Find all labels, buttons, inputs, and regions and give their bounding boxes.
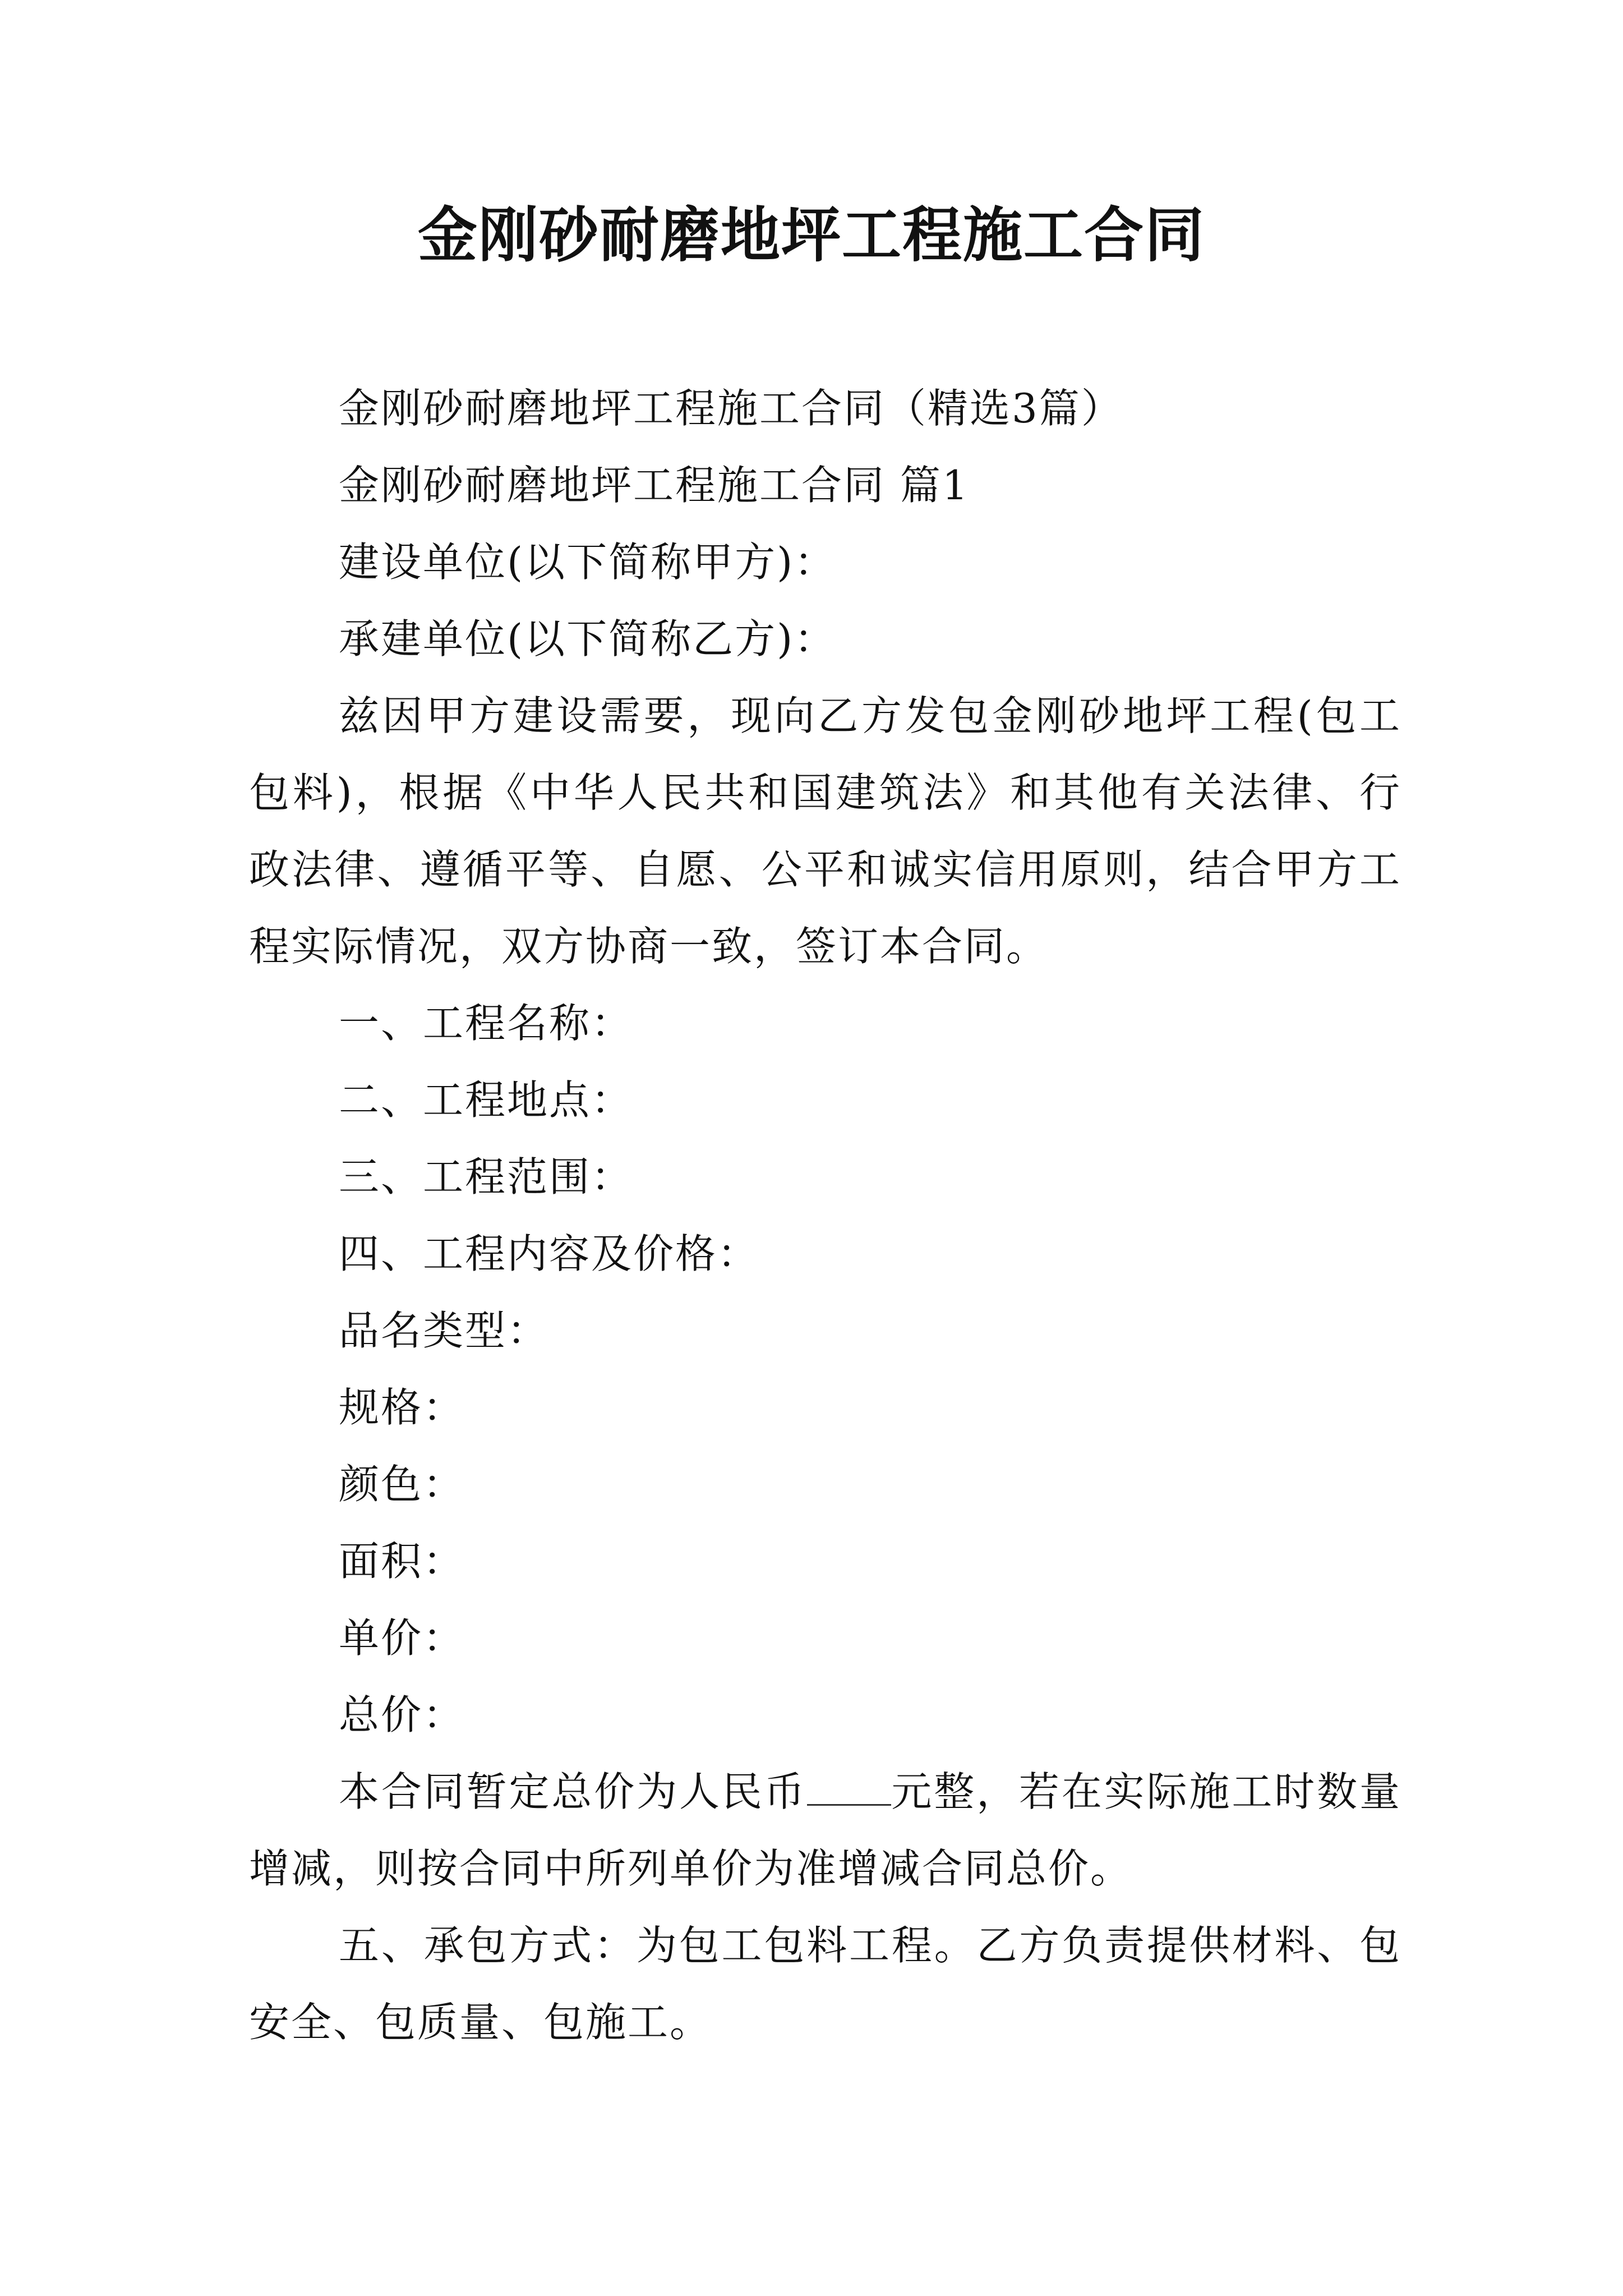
paragraph-contract-mode: 五、承包方式：为包工包料工程。乙方负责提供材料、包安全、包质量、包施工。 xyxy=(249,1922,1401,2046)
paragraph-preamble: 兹因甲方建设需要，现向乙方发包金刚砂地坪工程(包工包料)，根据《中华人民共和国建筑法》和其他有关法律、行政法律、遵循平等、自愿、公平和诚实信用原则，结合甲方工程实际情况，双方协商一致，签订本合同。 xyxy=(249,692,1401,970)
paragraph-color: 颜色： xyxy=(339,1461,465,1508)
paragraph-party-a: 建设单位(以下简称甲方)： xyxy=(339,539,837,586)
document-body xyxy=(249,370,1401,2061)
paragraph-total-price: 总价： xyxy=(339,1691,465,1738)
paragraph-project-content: 四、工程内容及价格： xyxy=(339,1230,760,1277)
paragraph-product-type: 品名类型： xyxy=(339,1307,550,1354)
price-text-after: 元整，若在实际施工时数量增减，则按合同中所列单价为准增减合同总价。 xyxy=(249,1768,1401,1892)
paragraph-unit-price: 单价： xyxy=(339,1614,465,1662)
document-title: 金刚砂耐磨地坪工程施工合同 xyxy=(418,201,1205,270)
paragraph-contract-price xyxy=(249,1754,1401,1907)
paragraph-area: 面积： xyxy=(339,1538,465,1585)
paragraph-project-location: 二、工程地点： xyxy=(339,1076,634,1124)
price-text-before: 本合同暂定总价为人民币 xyxy=(339,1768,807,1815)
paragraph-specification: 规格： xyxy=(339,1384,465,1431)
paragraph-project-name: 一、工程名称： xyxy=(339,1000,634,1047)
paragraph-part-heading: 金刚砂耐磨地坪工程施工合同 篇1 xyxy=(339,462,970,509)
paragraph-subtitle: 金刚砂耐磨地坪工程施工合同（精选3篇） xyxy=(339,385,1123,432)
amount-blank xyxy=(807,1770,891,1806)
paragraph-party-b: 承建单位(以下简称乙方)： xyxy=(339,615,837,662)
paragraph-project-scope: 三、工程范围： xyxy=(339,1153,634,1200)
